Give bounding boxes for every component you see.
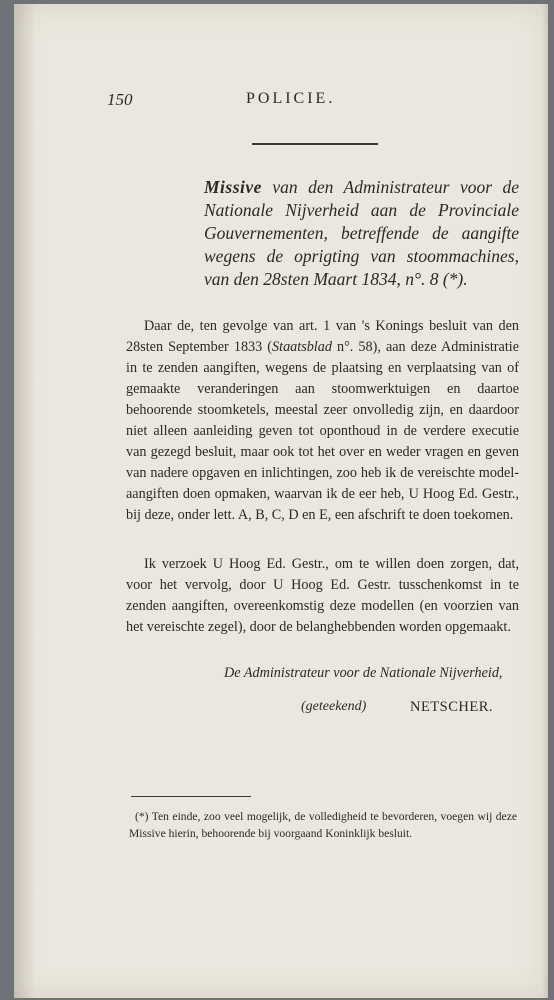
paragraph-1-part-b: n°. 58), aan deze Administratie in te zenden aangiften, wegens de plaatsing en verplaatsing van of gemaakte veranderingen aan stoomwerktuigen en daartoe behoorende stoomketels, meestal zeer onvolledig zijn, en daardoor niet alleen aanleiding geven tot oponthoud in de verdere executie van gezegd besluit, maar ook tot het over en weder vragen en geven van nadere opgaven en inlichtingen, zoo heb ik de vereischte model-aangiften doen opmaken, waarvan ik de eer heb, U Hoog Ed. Gestr., bij deze, onder lett. A, B, C, D en E, een afschrift te doen toekomen. xyxy=(126,339,519,523)
missive-heading-caps: Missive xyxy=(204,177,262,197)
footnote-text: (*) Ten einde, zoo veel mogelijk, de volledigheid te bevorderen, voegen wij deze Missive hierin, behoorende bij voorgaand Koninklijk besluit. xyxy=(129,810,517,840)
book-page xyxy=(14,4,548,998)
missive-heading xyxy=(204,176,519,291)
page-number: 150 xyxy=(107,90,133,109)
paragraph-1-part-a: Daar de, ten gevolge van art. 1 van 's Konings besluit van den 28sten September 1833 ( xyxy=(126,318,519,355)
paragraph-2-text: Ik verzoek U Hoog Ed. Gestr., om te willen doen zorgen, dat, voor het vervolg, door U Hoog Ed. Gestr. tusschenkomst in te zenden aangiften, overeenkomstig deze modellen (en voorzien van het vereischte zegel), door de belanghebbenden worden opgemaakt. xyxy=(126,556,519,635)
running-head: POLICIE. xyxy=(246,90,336,107)
header-rule xyxy=(252,143,378,145)
page-spine-shadow xyxy=(14,4,36,998)
footnote xyxy=(129,808,517,842)
footnote-rule xyxy=(131,796,251,797)
missive-heading-text: van den Administrateur voor de Nationale Nijverheid aan de Provinciale Gouvernementen, betreffende de aangifte wegens de oprigting van stoommachines, van den 28sten Maart 1834, n°. 8 (*). xyxy=(204,177,519,289)
staatsblad-ref: Staatsblad xyxy=(272,339,332,355)
signature-name: NETSCHER. xyxy=(410,699,494,715)
signature-signed: (geteekend) xyxy=(301,699,367,714)
paragraph-1 xyxy=(126,316,519,526)
page-edge-shadow xyxy=(542,4,548,998)
signature-office: De Administrateur voor de Nationale Nijverheid, xyxy=(224,665,503,681)
paragraph-2 xyxy=(126,554,519,638)
